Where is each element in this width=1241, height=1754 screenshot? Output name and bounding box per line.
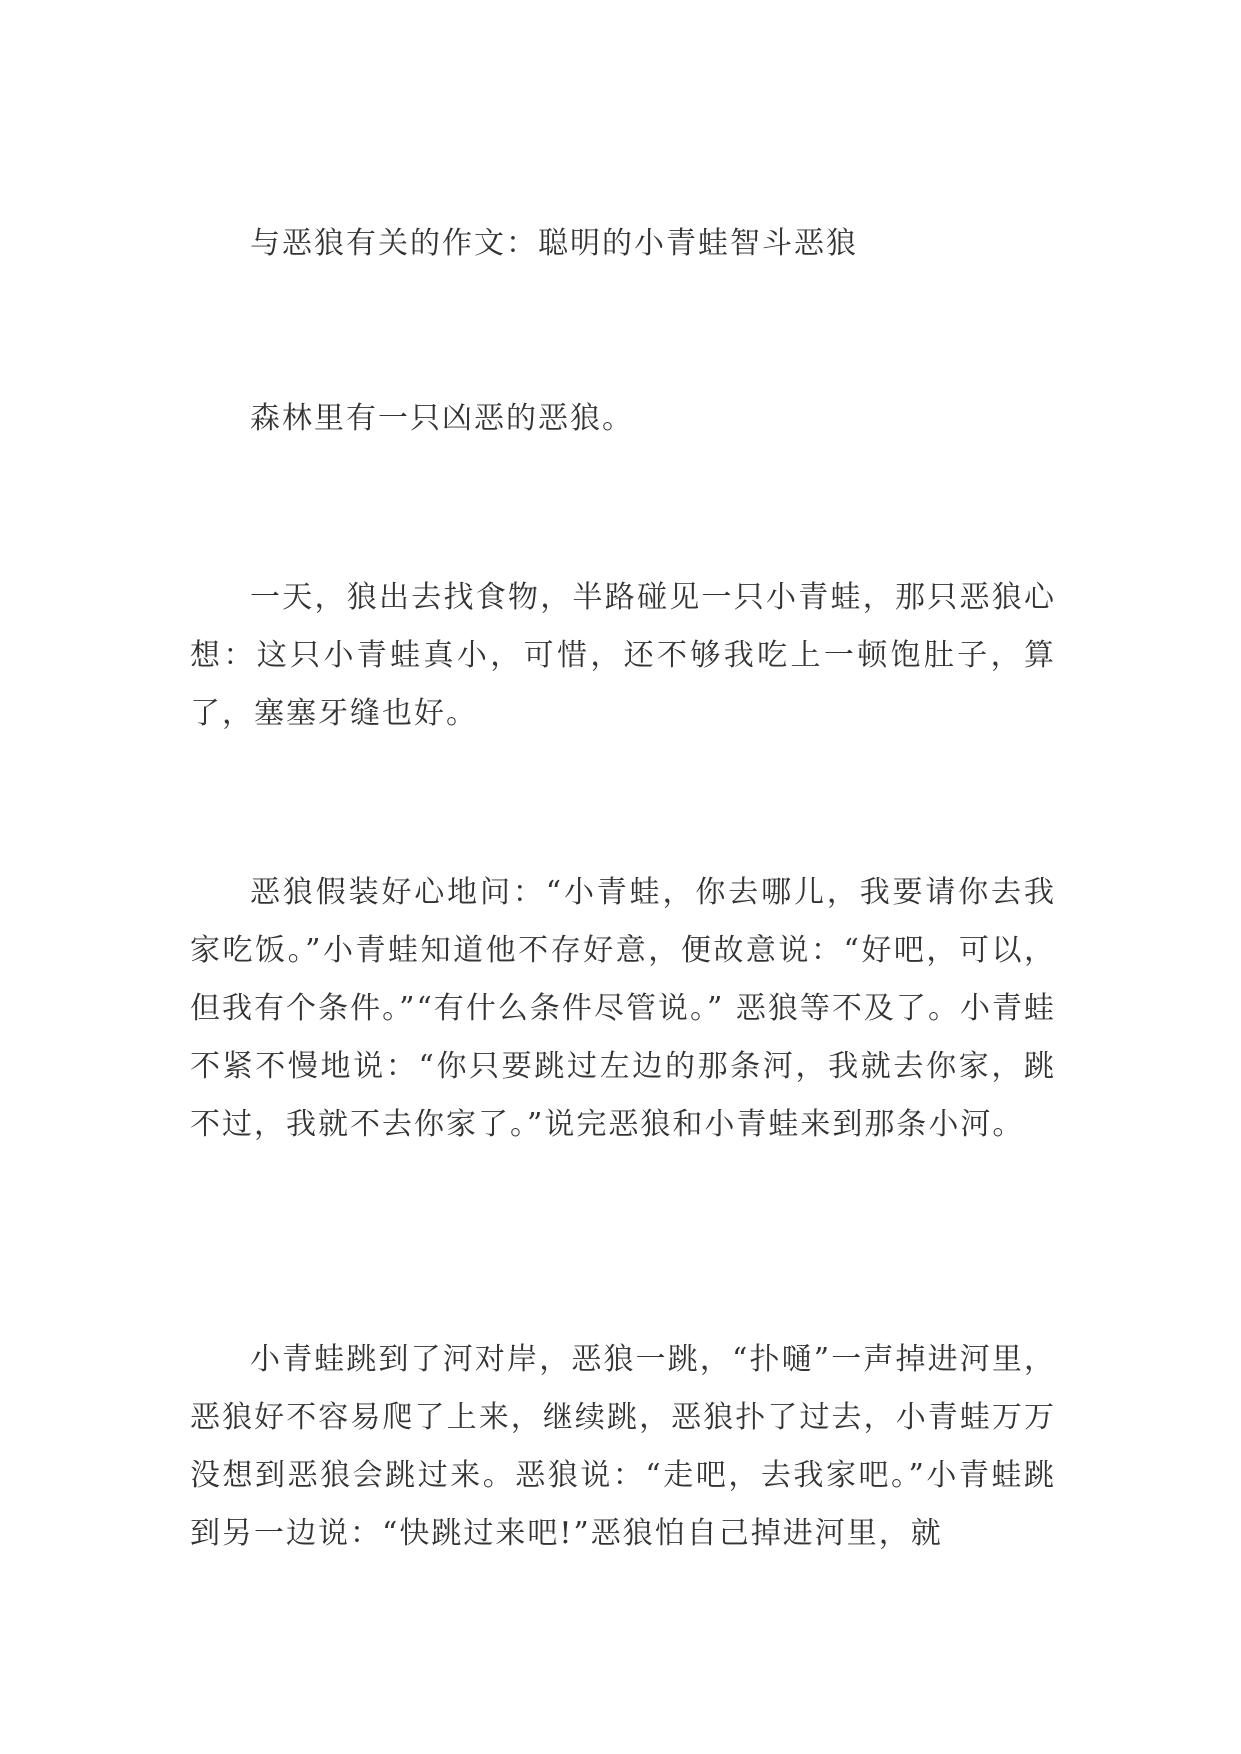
- document-title: 与恶狼有关的作文：聪明的小青蛙智斗恶狼: [250, 226, 858, 261]
- paragraph-2: 一天，狼出去找食物，半路碰见一只小青蛙，那只恶狼心想：这只小青蛙真小，可惜，还不够我吃上一顿饱肚子，算了，塞塞牙缝也好。: [190, 580, 1056, 731]
- paragraph-3: 恶狼假装好心地问：“小青蛙，你去哪儿，我要请你去我家吃饭。”小青蛙知道他不存好意，便故意说：“好吧，可以，但我有个条件。”“有什么条件尽管说。” 恶狼等不及了。小青蛙不紧不慢地说：“你只要跳过左边的那条河，我就去你家，跳不过，我就不去你家了。”说完恶狼和小青蛙来到那条小河。: [190, 875, 1056, 1142]
- paragraph-4: 小青蛙跳到了河对岸，恶狼一跳，“扑嗵”一声掉进河里，恶狼好不容易爬了上来，继续跳，恶狼扑了过去，小青蛙万万没想到恶狼会跳过来。恶狼说：“走吧，去我家吧。”小青蛙跳到另一边说：“快跳过来吧!”恶狼怕自己掉进河里，就: [190, 1342, 1056, 1551]
- paragraph-1: 森林里有一只凶恶的恶狼。: [250, 401, 634, 436]
